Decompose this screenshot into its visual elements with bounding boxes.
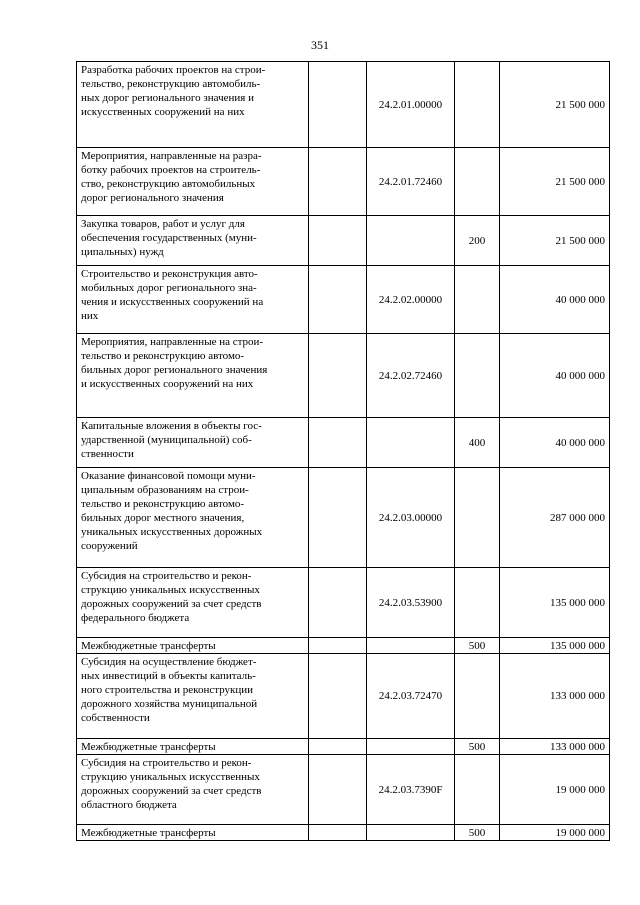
row-name-cell: Мероприятия, направленные на разра- ботку рабочих проектов на строитель- ство, реконструкцию автомобильных дорог регионального значения bbox=[77, 148, 309, 216]
row-blank-cell bbox=[309, 216, 367, 266]
table-row bbox=[77, 755, 610, 825]
row-type-cell bbox=[455, 334, 500, 418]
row-code-cell bbox=[367, 739, 455, 755]
row-type-cell: 500 bbox=[455, 638, 500, 654]
row-type-cell bbox=[455, 148, 500, 216]
row-blank-cell bbox=[309, 266, 367, 334]
row-name-cell: Субсидия на осуществление бюджет- ных инвестиций в объекты капиталь- ного строительства и реконструкции дорожного хозяйства муниципальной собственности bbox=[77, 654, 309, 739]
row-name-cell: Межбюджетные трансферты bbox=[77, 739, 309, 755]
row-type-cell bbox=[455, 62, 500, 148]
row-blank-cell bbox=[309, 654, 367, 739]
row-name-cell: Субсидия на строительство и рекон- струкцию уникальных искусственных дорожных сооружений за счет средств областного бюджета bbox=[77, 755, 309, 825]
row-blank-cell bbox=[309, 62, 367, 148]
row-amount-cell: 19 000 000 bbox=[500, 755, 610, 825]
row-blank-cell bbox=[309, 638, 367, 654]
row-name-cell: Строительство и реконструкция авто- мобильных дорог регионального зна- чения и искусственных сооружений на них bbox=[77, 266, 309, 334]
row-amount-cell: 135 000 000 bbox=[500, 638, 610, 654]
row-amount-cell: 40 000 000 bbox=[500, 334, 610, 418]
row-amount-cell: 133 000 000 bbox=[500, 739, 610, 755]
row-type-cell: 500 bbox=[455, 739, 500, 755]
table-row bbox=[77, 334, 610, 418]
row-name-cell: Закупка товаров, работ и услуг для обеспечения государственных (муни- ципальных) нужд bbox=[77, 216, 309, 266]
row-amount-cell: 135 000 000 bbox=[500, 568, 610, 638]
table-row bbox=[77, 638, 610, 654]
row-amount-cell: 287 000 000 bbox=[500, 468, 610, 568]
table-row bbox=[77, 568, 610, 638]
row-code-cell: 24.2.03.00000 bbox=[367, 468, 455, 568]
row-blank-cell bbox=[309, 148, 367, 216]
row-amount-cell: 19 000 000 bbox=[500, 825, 610, 841]
row-blank-cell bbox=[309, 825, 367, 841]
budget-table bbox=[76, 61, 610, 841]
table-row bbox=[77, 266, 610, 334]
row-blank-cell bbox=[309, 468, 367, 568]
row-type-cell bbox=[455, 266, 500, 334]
row-code-cell bbox=[367, 418, 455, 468]
row-type-cell bbox=[455, 755, 500, 825]
row-code-cell: 24.2.02.00000 bbox=[367, 266, 455, 334]
row-type-cell: 500 bbox=[455, 825, 500, 841]
row-type-cell: 400 bbox=[455, 418, 500, 468]
table-row bbox=[77, 148, 610, 216]
table-row bbox=[77, 825, 610, 841]
row-type-cell bbox=[455, 654, 500, 739]
row-code-cell: 24.2.01.00000 bbox=[367, 62, 455, 148]
row-code-cell: 24.2.03.72470 bbox=[367, 654, 455, 739]
table-row bbox=[77, 654, 610, 739]
row-amount-cell: 40 000 000 bbox=[500, 266, 610, 334]
row-code-cell: 24.2.02.72460 bbox=[367, 334, 455, 418]
row-name-cell: Мероприятия, направленные на строи- тельство и реконструкцию автомо- бильных дорог регионального значения и искусственных сооружений на них bbox=[77, 334, 309, 418]
row-amount-cell: 21 500 000 bbox=[500, 148, 610, 216]
row-name-cell: Межбюджетные трансферты bbox=[77, 638, 309, 654]
row-type-cell: 200 bbox=[455, 216, 500, 266]
row-amount-cell: 40 000 000 bbox=[500, 418, 610, 468]
row-amount-cell: 21 500 000 bbox=[500, 62, 610, 148]
row-code-cell: 24.2.01.72460 bbox=[367, 148, 455, 216]
table-row bbox=[77, 216, 610, 266]
row-name-cell: Субсидия на строительство и рекон- струкцию уникальных искусственных дорожных сооружений за счет средств федерального бюджета bbox=[77, 568, 309, 638]
row-code-cell: 24.2.03.7390F bbox=[367, 755, 455, 825]
page-number: 351 bbox=[311, 38, 329, 52]
row-type-cell bbox=[455, 568, 500, 638]
table-row bbox=[77, 418, 610, 468]
row-code-cell bbox=[367, 825, 455, 841]
row-name-cell: Капитальные вложения в объекты гос- ударственной (муниципальной) соб- ственности bbox=[77, 418, 309, 468]
row-blank-cell bbox=[309, 568, 367, 638]
row-blank-cell bbox=[309, 334, 367, 418]
row-code-cell: 24.2.03.53900 bbox=[367, 568, 455, 638]
row-blank-cell bbox=[309, 739, 367, 755]
row-name-cell: Разработка рабочих проектов на строи- тельство, реконструкцию автомобиль- ных дорог регионального значения и искусственных сооружений на них bbox=[77, 62, 309, 148]
row-blank-cell bbox=[309, 418, 367, 468]
row-blank-cell bbox=[309, 755, 367, 825]
table-row bbox=[77, 62, 610, 148]
table-row bbox=[77, 739, 610, 755]
table-row bbox=[77, 468, 610, 568]
row-name-cell: Оказание финансовой помощи муни- ципальным образованиям на строи- тельство и реконструкцию автомо- бильных дорог местного значения, уникальных искусственных дорожных сооружений bbox=[77, 468, 309, 568]
row-code-cell bbox=[367, 216, 455, 266]
row-name-cell: Межбюджетные трансферты bbox=[77, 825, 309, 841]
row-code-cell bbox=[367, 638, 455, 654]
budget-table-body bbox=[77, 62, 610, 841]
row-amount-cell: 21 500 000 bbox=[500, 216, 610, 266]
row-amount-cell: 133 000 000 bbox=[500, 654, 610, 739]
row-type-cell bbox=[455, 468, 500, 568]
